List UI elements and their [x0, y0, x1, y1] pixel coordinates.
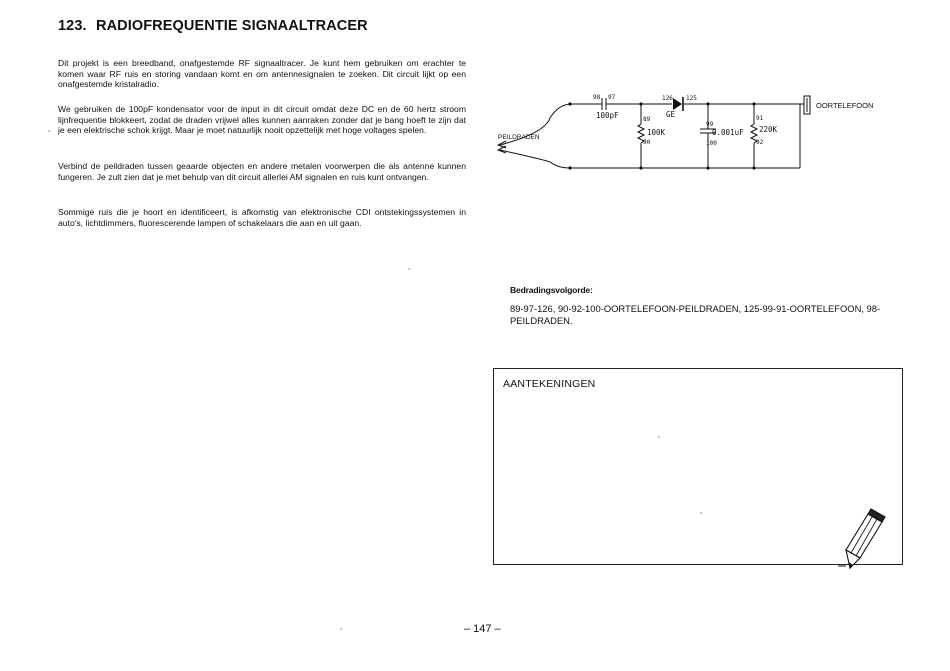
wiring-sequence: 89-97-126, 90-92-100-OORTELEFOON-PEILDRADEN, 125-99-91-OORTELEFOON, 98-PEILDRADEN.	[510, 303, 881, 326]
connection-paragraph: Verbind de peildraden tussen geaarde objecten en andere metalen voorwerpen die als antenne kunnen fungeren. Je zult zien dat je met behulp van dit circuit allerlei AM signalen en ruis kunt ontvangen.	[58, 161, 466, 182]
page-number: – 147 –	[464, 623, 501, 635]
wiring-title: Bedradingsvolgorde:	[510, 285, 593, 295]
cap-in-pin-right: 97	[608, 94, 616, 101]
section-number: 123.	[58, 18, 87, 34]
r2-pin-top: 91	[756, 115, 764, 122]
pencil-icon	[838, 508, 894, 572]
r1-pin-top: 89	[643, 116, 651, 123]
diode-pin-right: 125	[686, 95, 697, 102]
diode-pin-left: 126	[662, 95, 673, 102]
diode-label: GE	[666, 110, 676, 119]
noise-paragraph: Sommige ruis die je hoort en identificeert, is afkomstig van elektronische CDI ontstekingssystemen in auto's, lichtdimmers, fluorescerende lampen of schakelaars die aan en uit gaan.	[58, 207, 466, 228]
notes-title: AANTEKENINGEN	[503, 378, 596, 390]
circuit-schematic	[490, 88, 900, 184]
c2-pin-bottom: 100	[706, 140, 717, 147]
probe-label: PEILDRADEN	[498, 134, 540, 141]
page-title	[58, 18, 368, 34]
r1-pin-bottom: 90	[643, 139, 651, 146]
section-title: RADIOFREQUENTIE SIGNAALTRACER	[96, 18, 368, 34]
intro-paragraph: Dit projekt is een breedband, onafgestemde RF signaaltracer. Je kunt hem gebruiken om erachter te komen waar RF ruis en storing vandaan komt en om antennesignalen te zoeken. Dit circuit lijkt op een onafgestemde kristalradio.	[58, 58, 466, 90]
r1-value: 100K	[647, 128, 666, 137]
c2-value: 0.001uF	[712, 128, 744, 137]
capacitor-paragraph: We gebruiken de 100pF kondensator voor de input in dit circuit omdat deze DC en de 60 hertz stroom lijnfrequentie blokkeert, zodat de draden vrijwel alles kunnen aanraken zonder dat je bang hoeft te zijn dat je een elektrische schok krijgt. Maar je moet natuurlijk nooit opzettelijk met hoge voltages spelen.	[58, 104, 466, 136]
c2-pin-top: 99	[706, 121, 714, 128]
cap-in-pin-left: 98	[593, 94, 601, 101]
r2-value: 220K	[759, 125, 778, 134]
earphone-label: OORTELEFOON	[816, 101, 874, 110]
r2-pin-bottom: 92	[756, 139, 764, 146]
cap-in-value: 100pF	[596, 111, 619, 120]
